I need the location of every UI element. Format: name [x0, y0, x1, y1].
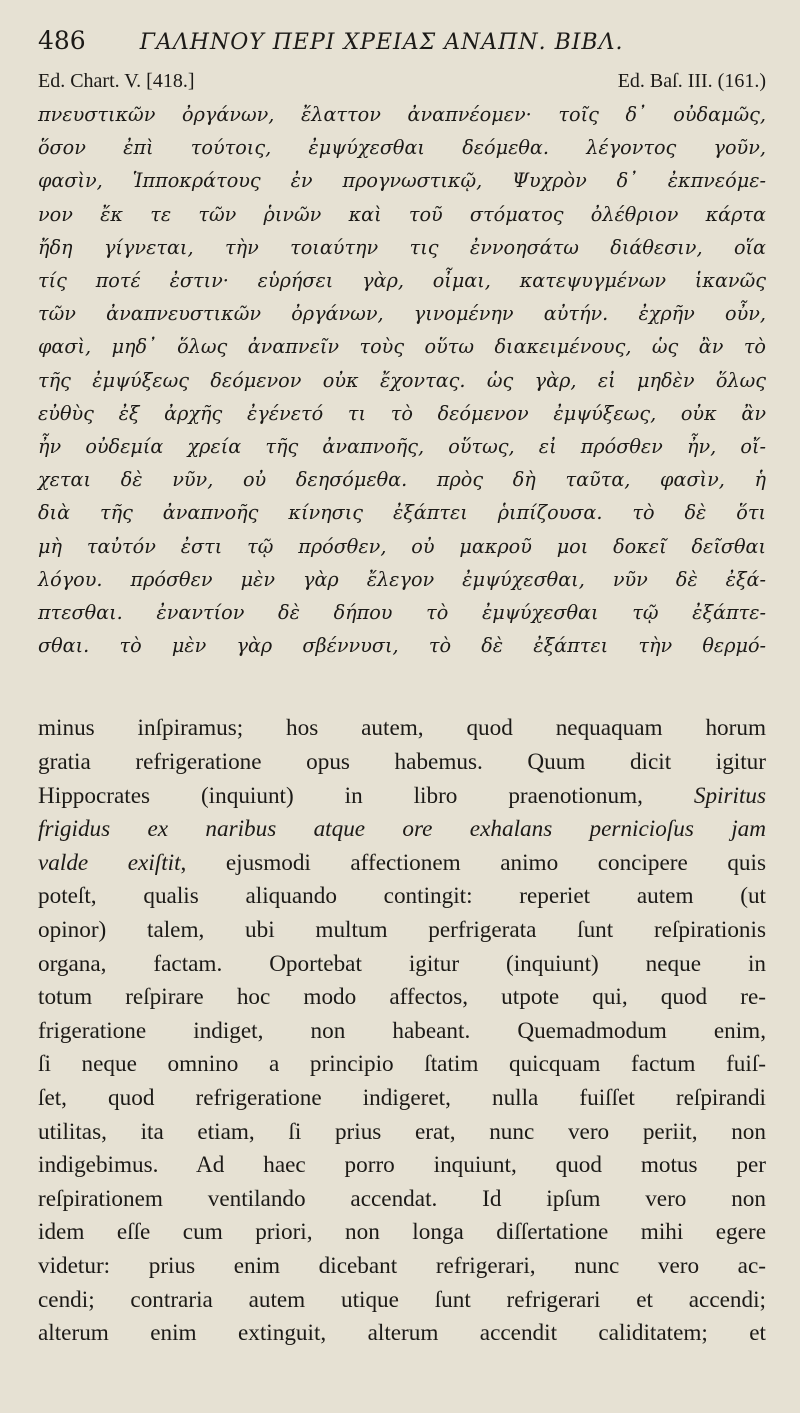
- greek-text-block: [38, 98, 766, 662]
- latin-text-run: videtur: prius enim dicebant refrigerari, nunc vero ac-: [38, 1252, 766, 1279]
- latin-text-run: ſet, quod refrigeratione indigeret, nulla fuiſſet reſpirandi: [38, 1084, 766, 1111]
- greek-text-line: νον ἔκ τε τῶν ῥινῶν καὶ τοῦ στόματος ὀλέθριον κάρτα: [38, 202, 766, 226]
- latin-text-run: Hippocrates (inquiunt) in libro praenotionum,: [38, 782, 694, 809]
- latin-text-line: [38, 780, 766, 814]
- greek-text-line: ἤδη γίγνεται, τὴν τοιαύτην τις ἐννοησάτω διάθεσιν, οἵα: [38, 235, 766, 259]
- latin-quotation-italic: frigidus ex naribus atque ore exhalans pernicioſus jam: [38, 816, 766, 843]
- latin-text-line: [38, 813, 766, 847]
- greek-text-line: φασὶ, μηδ᾿ ὅλως ἀναπνεῖν τοὺς οὕτω διακειμένους, ὡς ἂν τὸ: [38, 335, 766, 359]
- latin-text-run: totum reſpirare hoc modo affectos, utpote qui, quod re-: [38, 984, 766, 1011]
- latin-text-run: idem eſſe cum priori, non longa diſſertatione mihi egere: [38, 1219, 766, 1246]
- latin-text-line: [38, 948, 766, 982]
- greek-text-line: φασὶν, Ἱπποκράτους ἐν προγνωστικῷ, Ψυχρὸν δ᾿ ἐκπνεόμε-: [38, 169, 766, 193]
- running-title: ΓΑΛΗΝΟΥ ΠΕΡΙ ΧΡΕΙΑΣ ΑΝΑΠΝ. ΒΙΒΛ.: [139, 30, 624, 55]
- latin-translation-block: [38, 712, 766, 1350]
- latin-text-line: [38, 1284, 766, 1318]
- greek-text-line: ὅσον ἐπὶ τούτοις, ἐμψύχεσθαι δεόμεθα. λέγοντος γοῦν,: [38, 136, 766, 160]
- latin-quotation-italic: Spiritus: [693, 782, 766, 809]
- latin-text-run: minus inſpiramus; hos autem, quod nequaquam horum: [38, 715, 766, 742]
- latin-text-line: [38, 981, 766, 1015]
- latin-text-line: [38, 1116, 766, 1150]
- latin-text-line: [38, 1317, 766, 1351]
- latin-text-line: [38, 1015, 766, 1049]
- latin-text-line: [38, 1048, 766, 1082]
- edition-chartier-ref: Ed. Chart. V. [418.]: [38, 70, 195, 92]
- latin-text-run: indigebimus. Ad haec porro inquiunt, quod motus per: [38, 1152, 766, 1179]
- latin-text-run: alterum enim extinguit, alterum accendit caliditatem; et: [38, 1320, 766, 1347]
- greek-text-line: εὐθὺς ἐξ ἀρχῆς ἐγένετό τι τὸ δεόμενον ἐμψύξεως, οὐκ ἂν: [38, 401, 766, 425]
- latin-text-run: , ejusmodi affectionem animo concipere quis: [180, 849, 766, 876]
- running-head: [38, 26, 766, 64]
- latin-text-run: reſpirationem ventilando accendat. Id ipſum vero non: [38, 1185, 766, 1212]
- greek-text-line: πτεσθαι. ἐναντίον δὲ δήπου τὸ ἐμψύχεσθαι τῷ ἐξάπτε-: [38, 601, 766, 625]
- greek-text-line: πνευστικῶν ὀργάνων, ἔλαττον ἀναπνέομεν· τοῖς δ᾿ οὐδαμῶς,: [38, 103, 766, 126]
- greek-text-line: σθαι. τὸ μὲν γὰρ σβέννυσι, τὸ δὲ ἐξάπτει τὴν θερμό-: [38, 634, 766, 658]
- latin-text-line: [38, 1250, 766, 1284]
- greek-text-line: μὴ ταὐτόν ἐστι τῷ πρόσθεν, οὐ μακροῦ μοι δοκεῖ δεῖσθαι: [38, 534, 766, 558]
- edition-basel-ref: Ed. Baſ. III. (161.): [617, 70, 766, 92]
- latin-text-line: [38, 880, 766, 914]
- latin-text-run: opinor) talem, ubi multum perfrigerata ſunt reſpirationis: [38, 917, 766, 944]
- latin-text-run: poteſt, qualis aliquando contingit: reperiet autem (ut: [38, 883, 766, 910]
- latin-text-line: [38, 712, 766, 746]
- greek-text-line: τῶν ἀναπνευστικῶν ὀργάνων, γινομένην αὐτήν. ἐχρῆν οὖν,: [38, 302, 766, 326]
- latin-text-run: organa, factam. Oportebat igitur (inquiunt) neque in: [38, 950, 766, 977]
- latin-text-line: [38, 1149, 766, 1183]
- greek-text-line: τίς ποτέ ἐστιν· εὑρήσει γὰρ, οἶμαι, κατεψυγμένων ἱκανῶς: [38, 269, 766, 293]
- latin-text-run: gratia refrigeratione opus habemus. Quum dicit igitur: [38, 749, 766, 776]
- greek-text-line: χεται δὲ νῦν, οὐ δεησόμεθα. πρὸς δὴ ταῦτα, φασὶν, ἡ: [38, 468, 766, 492]
- edition-reference-line: [38, 64, 766, 98]
- greek-text-line: λόγου. πρόσθεν μὲν γὰρ ἔλεγον ἐμψύχεσθαι, νῦν δὲ ἐξά-: [38, 567, 766, 591]
- latin-text-line: [38, 1183, 766, 1217]
- latin-text-run: utilitas, ita etiam, ſi prius erat, nunc vero periit, non: [38, 1118, 766, 1145]
- latin-text-run: cendi; contraria autem utique ſunt refrigerari et accendi;: [38, 1286, 766, 1313]
- latin-text-line: [38, 1216, 766, 1250]
- latin-text-line: [38, 746, 766, 780]
- latin-quotation-italic: valde exiſtit: [38, 849, 181, 876]
- latin-text-line: [38, 1082, 766, 1116]
- greek-text-line: τῆς ἐμψύξεως δεόμενον οὐκ ἔχοντας. ὡς γὰρ, εἰ μηδὲν ὅλως: [38, 368, 766, 392]
- latin-text-line: [38, 847, 766, 881]
- page-number: 486: [38, 26, 86, 55]
- latin-text-run: ſi neque omnino a principio ſtatim quicquam factum fuiſ-: [38, 1051, 766, 1078]
- greek-text-line: διὰ τῆς ἀναπνοῆς κίνησις ἐξάπτει ῥιπίζουσα. τὸ δὲ ὅτι: [38, 501, 766, 525]
- latin-text-run: frigeratione indiget, non habeant. Quemadmodum enim,: [38, 1017, 766, 1044]
- greek-text-line: ἦν οὐδεμία χρεία τῆς ἀναπνοῆς, οὕτως, εἰ πρόσθεν ἦν, οἴ-: [38, 435, 766, 459]
- latin-text-line: [38, 914, 766, 948]
